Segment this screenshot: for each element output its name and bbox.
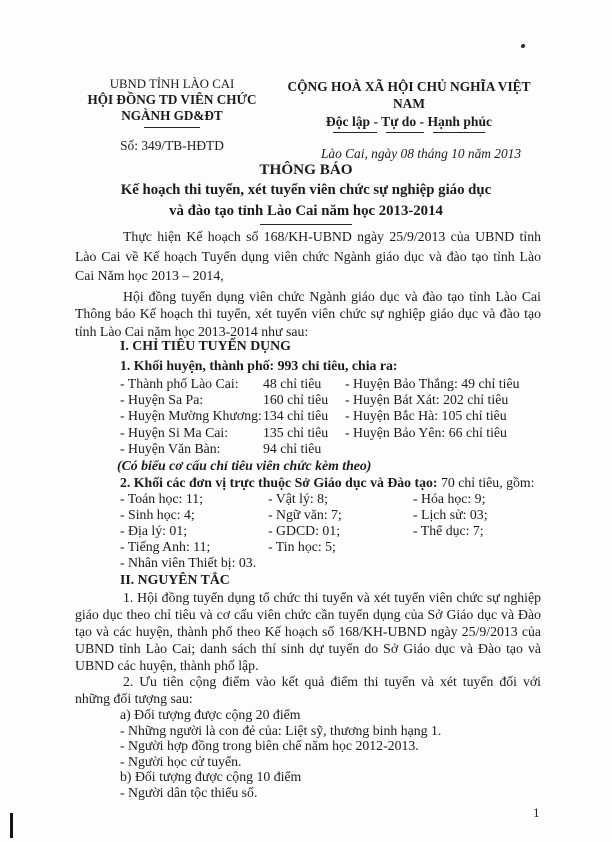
district-quota-row xyxy=(75,376,541,392)
district-name: - Huyện Sa Pa: xyxy=(120,392,204,408)
district-name: - Huyện Si Ma Cai: xyxy=(120,424,229,440)
motto-line: Độc lập - Tự do - Hạnh phúc xyxy=(325,114,493,129)
document-number: Số: 349/TB-HĐTD xyxy=(120,138,224,153)
section1-heading: I. CHỈ TIÊU TUYỂN DỤNG xyxy=(120,338,291,353)
district-name-quota-right: - Huyện Bát Xát: 202 chỉ tiêu xyxy=(345,392,509,408)
scan-artifact-speck xyxy=(521,44,525,48)
motto-underline-seg3 xyxy=(433,132,485,133)
title-block xyxy=(0,160,612,225)
subject-quota: - Toán học: 11; xyxy=(120,490,203,506)
district-quota-row xyxy=(75,425,541,441)
page-number: 1 xyxy=(533,805,540,820)
motto-underline-seg1 xyxy=(333,132,377,133)
district-name: - Huyện Mường Khương: xyxy=(120,408,262,424)
subject-quota: - GDCD: 01; xyxy=(268,522,341,538)
motto-underline-seg2 xyxy=(386,132,424,133)
subject-quota: - Thể dục: 7; xyxy=(413,522,484,538)
subject-quota-row xyxy=(75,555,541,571)
authority-line2: HỘI ĐỒNG TD VIÊN CHỨC xyxy=(87,92,257,107)
district-quota: 135 chỉ tiêu xyxy=(263,424,329,440)
district-quota: 48 chỉ tiêu xyxy=(263,376,322,391)
national-title: CỘNG HOÀ XÃ HỘI CHỦ NGHĨA VIỆT NAM xyxy=(287,79,531,111)
title-subtitle-line1: Kế hoạch thi tuyển, xét tuyển viên chức sự nghiệp giáo dục xyxy=(120,182,492,198)
authority-line3: NGÀNH GD&ĐT xyxy=(121,108,223,123)
intro-paragraph-2: Hội đồng tuyển dụng viên chức Ngành giáo dục và đào tạo tỉnh Lào Cai Thông báo Kế hoạch thi tuyển, xét tuyển viên chức sự nghiệp giáo dục và đào tạo tỉnh Lào Cai năm học 2013-2014 như sau: xyxy=(75,288,541,339)
bonus-10-heading: b) Đối tượng được cộng 10 điểm xyxy=(120,769,302,785)
subject-quota-row xyxy=(75,523,541,539)
district-quota: 94 chỉ tiêu xyxy=(263,440,322,456)
title-subtitle-line2: và đào tạo tỉnh Lào Cai năm học 2013-2014 xyxy=(169,202,443,219)
district-quota-row xyxy=(75,408,541,424)
district-name-quota-right: - Huyện Bảo Thắng: 49 chỉ tiêu xyxy=(345,376,520,391)
section1-sub2-heading xyxy=(75,474,541,491)
bonus-10-item: - Người dân tộc thiểu số. xyxy=(120,784,258,800)
date-line: Lào Cai, ngày 08 tháng 10 năm 2013 xyxy=(320,146,522,161)
authority-underline xyxy=(144,127,200,128)
section2-paragraph-1: 1. Hội đồng tuyển dụng tổ chức thi tuyển và xét tuyển viên chức sự nghiệp giáo dục theo chỉ tiêu và cơ cấu viên chức cần tuyển dụng của Sở Giáo dục và Đào tạo và các huyện, thành phố theo Kế hoạch số 168/KH-UBND ngày 25/9/2013 của UBND tỉnh Lào Cai; danh sách thí sinh dự tuyển do Sở Giáo dục và Đào tạo và UBND các huyện, thành phố lập. xyxy=(75,590,541,673)
bonus-20-item: - Người học cử tuyển. xyxy=(120,753,242,769)
subject-quota: - Tin học: 5; xyxy=(268,538,336,554)
subject-quota: - Ngữ văn: 7; xyxy=(268,506,342,522)
district-name: - Thành phố Lào Cai: xyxy=(120,376,239,391)
subject-quota-row xyxy=(75,507,541,523)
section1-sub2-heading-bold: 2. Khối các đơn vị trực thuộc Sở Giáo dục và Đào tạo: xyxy=(120,474,438,490)
district-quota: 134 chỉ tiêu xyxy=(263,408,329,424)
section1-sub2-heading-rest: 70 chỉ tiêu, gồm: xyxy=(437,474,535,490)
section2-heading: II. NGUYÊN TẮC xyxy=(120,572,230,587)
intro-paragraph-1: Thực hiện Kế hoạch số 168/KH-UBND ngày 25/9/2013 của UBND tỉnh Lào Cai về Kế hoạch Tuyển dụng viên chức Ngành giáo dục và đào tạo tỉnh Lào Cai Năm học 2013 – 2014, xyxy=(75,229,541,283)
issuing-authority-block xyxy=(66,76,278,154)
bonus-20-item: - Những người là con đẻ của: Liệt sỹ, thương binh hạng 1. xyxy=(120,722,442,738)
subject-quota: - Hóa học: 9; xyxy=(413,490,486,506)
document-type-title: THÔNG BÁO xyxy=(259,161,353,178)
section-quotas xyxy=(75,336,541,571)
subject-quota-row xyxy=(75,491,541,507)
authority-line1: UBND TỈNH LÀO CAI xyxy=(109,77,235,91)
district-quota: 160 chỉ tiêu xyxy=(263,392,329,408)
district-quota-row xyxy=(75,392,541,408)
title-underline xyxy=(260,224,352,225)
scan-artifact-bar xyxy=(10,813,13,838)
national-motto-block xyxy=(276,78,542,162)
motto-underline xyxy=(276,132,542,133)
district-name-quota-right: - Huyện Bảo Yên: 66 chỉ tiêu xyxy=(345,424,507,440)
section2-paragraph-2: 2. Ưu tiên cộng điểm vào kết quả điểm thi tuyển và xét tuyển đối với những đối tượng sau: xyxy=(75,674,541,706)
subject-quota: - Sinh học: 4; xyxy=(120,506,195,522)
section-principles xyxy=(75,570,541,801)
intro-section xyxy=(75,227,541,340)
district-quota-row xyxy=(75,441,541,457)
subject-quota: - Địa lý: 01; xyxy=(120,522,188,538)
district-name: - Huyện Văn Bàn: xyxy=(120,440,221,456)
subject-quota: - Vật lý: 8; xyxy=(268,490,328,506)
subject-quota-row xyxy=(75,539,541,555)
bonus-20-heading: a) Đối tượng được cộng 20 điểm xyxy=(120,707,301,722)
subject-quota: - Lịch sử: 03; xyxy=(413,506,488,522)
section1-sub1-heading: 1. Khối huyện, thành phố: 993 chỉ tiêu, chia ra: xyxy=(120,358,398,373)
attachment-note: (Có biểu cơ cấu chỉ tiêu viên chức kèm theo) xyxy=(117,457,372,473)
bonus-20-item: - Người hợp đồng trong biên chế năm học 2012-2013. xyxy=(120,738,419,754)
subject-quota: - Nhân viên Thiết bị: 03. xyxy=(120,554,257,570)
subject-quota: - Tiếng Anh: 11; xyxy=(120,538,211,554)
district-name-quota-right: - Huyện Bắc Hà: 105 chỉ tiêu xyxy=(345,408,507,424)
